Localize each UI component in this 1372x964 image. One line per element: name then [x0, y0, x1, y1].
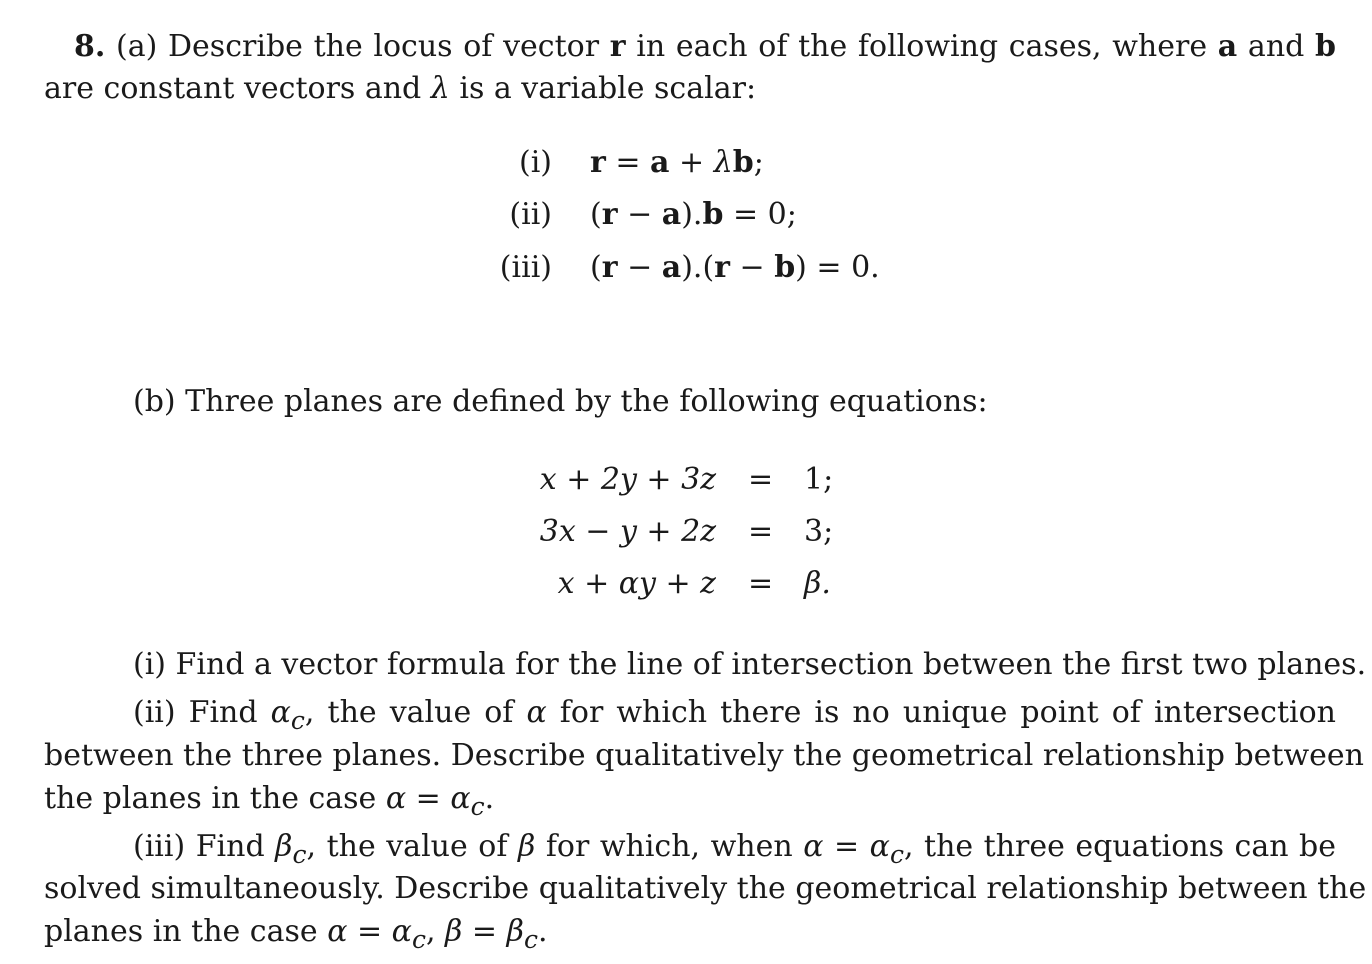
plane-2-lhs: 3x − y + 2z — [539, 514, 716, 549]
plane-3-rhs: β. — [804, 566, 831, 601]
plane-2-rel: = — [748, 514, 774, 549]
part-b-sub-ii-line3: the planes in the case $\alpha = \alpha_c$. — [44, 781, 495, 821]
case-equation-ii: (r − a).b = 0; — [590, 197, 797, 232]
case-label-i: (i) — [518, 145, 552, 180]
part-b-sub-iii-line1: (iii) Find $\beta_c$, the value of β for which, when $\alpha = \alpha_c$, the three equations can be — [133, 829, 1337, 869]
part-b-sub-i: (i) Find a vector formula for the line of intersection between the first two planes. — [133, 647, 1367, 682]
plane-1-rel: = — [748, 462, 774, 497]
part-b-sub-iii-line2: solved simultaneously. Describe qualitatively the geometrical relationship between the — [44, 871, 1367, 906]
case-equation-iii: (r − a).(r − b) = 0. — [590, 250, 880, 285]
case-label-ii: (ii) — [509, 197, 552, 232]
part-b-sub-ii-line1: (ii) Find $\alpha_c$, the value of α for which there is no unique point of intersection — [133, 695, 1336, 735]
part-a-intro-line2: are constant vectors and λ is a variable scalar: — [44, 71, 757, 106]
plane-3-rel: = — [748, 566, 774, 601]
plane-2-rhs: 3; — [804, 514, 834, 549]
case-equation-i: r = a + λb; — [590, 145, 764, 180]
case-label-iii: (iii) — [499, 250, 552, 285]
plane-3-lhs: x + αy + z — [557, 566, 716, 601]
part-a-intro-text: Describe the locus of vector r in each of the following cases, where a and b — [168, 29, 1337, 64]
plane-1-lhs: x + 2y + 3z — [539, 462, 716, 497]
part-a-label: (a) — [116, 29, 158, 64]
question-8-intro-line1 — [74, 29, 1337, 64]
plane-1-rhs: 1; — [804, 462, 834, 497]
part-b-intro: (b) Three planes are defined by the following equations: — [133, 384, 988, 419]
part-b-sub-ii-line2: between the three planes. Describe qualitatively the geometrical relationship between — [44, 738, 1364, 773]
question-number: 8. — [74, 29, 106, 64]
part-b-sub-iii-line3: planes in the case $\alpha = \alpha_c$, $\beta = \beta_c$. — [44, 914, 548, 954]
